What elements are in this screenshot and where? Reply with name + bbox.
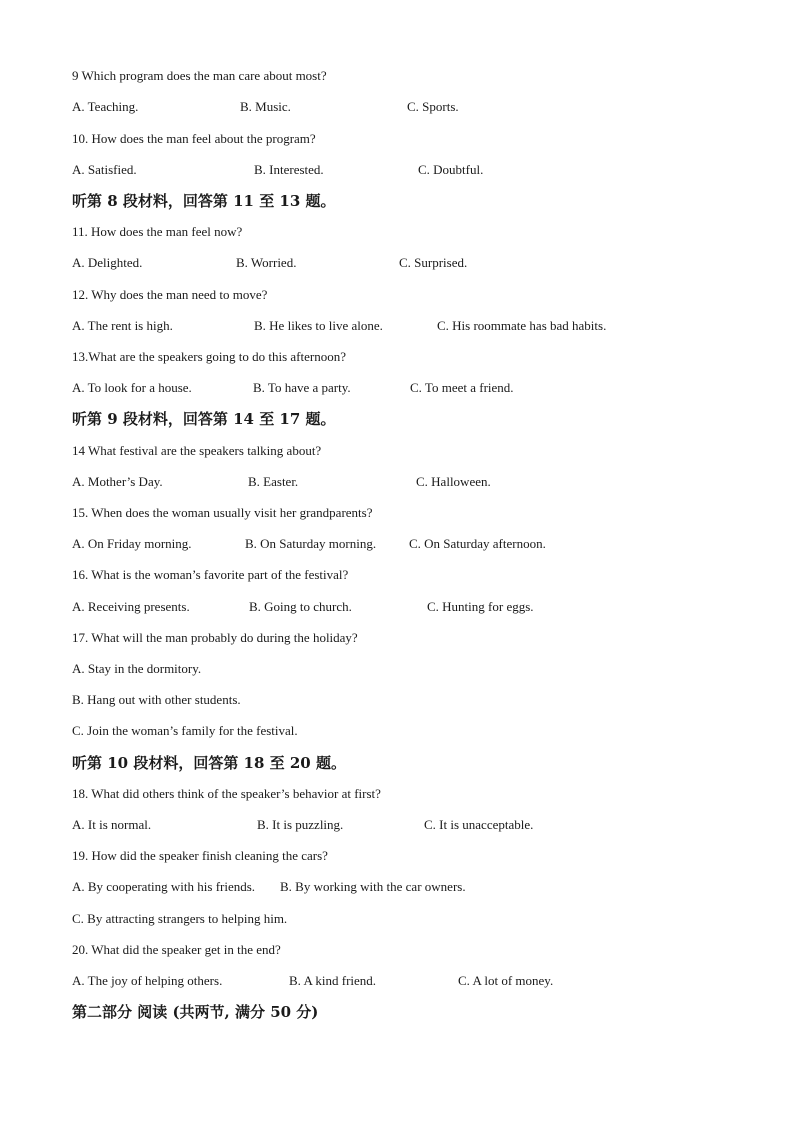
q10-option-c: C. Doubtful. (418, 162, 484, 177)
q15-option-a: A. On Friday morning. (72, 536, 192, 551)
q12-option-a: A. The rent is high. (72, 318, 173, 333)
q16-option-c: C. Hunting for eggs. (427, 599, 534, 614)
section-8-heading: 听第 8 段材料，回答第 11 至 13 题。 (72, 192, 336, 210)
q9-option-a: A. Teaching. (72, 99, 139, 114)
q15-stem: 15. When does the woman usually visit her grandparents? (72, 505, 373, 520)
q14-option-b: B. Easter. (248, 474, 299, 489)
q11-option-b: B. Worried. (236, 255, 297, 270)
q11-stem: 11. How does the man feel now? (72, 224, 243, 239)
q13-stem: 13.What are the speakers going to do this afternoon? (72, 349, 346, 364)
q11-option-c: C. Surprised. (399, 255, 468, 270)
q20-option-a: A. The joy of helping others. (72, 973, 223, 988)
q16-stem: 16. What is the woman’s favorite part of the festival? (72, 567, 349, 582)
q14-option-c: C. Halloween. (416, 474, 491, 489)
section-10-heading: 听第 10 段材料，回答第 18 至 20 题。 (72, 754, 346, 772)
q19-option-a: A. By cooperating with his friends. (72, 879, 256, 894)
q15-option-b: B. On Saturday morning. (245, 536, 377, 551)
q9-option-b: B. Music. (240, 99, 291, 114)
q10-option-b: B. Interested. (254, 162, 324, 177)
q12-option-b: B. He likes to live alone. (254, 318, 383, 333)
section-9-heading: 听第 9 段材料，回答第 14 至 17 题。 (72, 410, 336, 428)
q19-option-c: C. By attracting strangers to helping him. (72, 911, 288, 926)
q14-option-a: A. Mother’s Day. (72, 474, 163, 489)
q12-option-c: C. His roommate has bad habits. (437, 318, 607, 333)
q16-option-b: B. Going to church. (249, 599, 352, 614)
q15-option-c: C. On Saturday afternoon. (409, 536, 546, 551)
q20-option-c: C. A lot of money. (458, 973, 554, 988)
q18-stem: 18. What did others think of the speaker’s behavior at first? (72, 786, 381, 801)
q9-option-c: C. Sports. (407, 99, 459, 114)
q19-option-b: B. By working with the car owners. (280, 879, 466, 894)
q13-option-b: B. To have a party. (253, 380, 351, 395)
part-2-heading: 第二部分 阅读 (共两节, 满分 50 分) (72, 1003, 319, 1021)
q13-option-a: A. To look for a house. (72, 380, 192, 395)
q17-option-a: A. Stay in the dormitory. (72, 661, 202, 676)
q17-option-b: B. Hang out with other students. (72, 692, 241, 707)
q19-stem: 19. How did the speaker finish cleaning the cars? (72, 848, 328, 863)
q12-stem: 12. Why does the man need to move? (72, 287, 268, 302)
q10-option-a: A. Satisfied. (72, 162, 137, 177)
q18-option-b: B. It is puzzling. (257, 817, 344, 832)
q17-stem: 17. What will the man probably do during the holiday? (72, 630, 358, 645)
q18-option-c: C. It is unacceptable. (424, 817, 534, 832)
q9-stem: 9 Which program does the man care about most? (72, 68, 327, 83)
q10-stem: 10. How does the man feel about the program? (72, 131, 316, 146)
q16-option-a: A. Receiving presents. (72, 599, 190, 614)
q20-option-b: B. A kind friend. (289, 973, 377, 988)
q13-option-c: C. To meet a friend. (410, 380, 514, 395)
q20-stem: 20. What did the speaker get in the end? (72, 942, 281, 957)
q18-option-a: A. It is normal. (72, 817, 152, 832)
q17-option-c: C. Join the woman’s family for the festival. (72, 723, 298, 738)
q14-stem: 14 What festival are the speakers talking about? (72, 443, 322, 458)
q11-option-a: A. Delighted. (72, 255, 143, 270)
